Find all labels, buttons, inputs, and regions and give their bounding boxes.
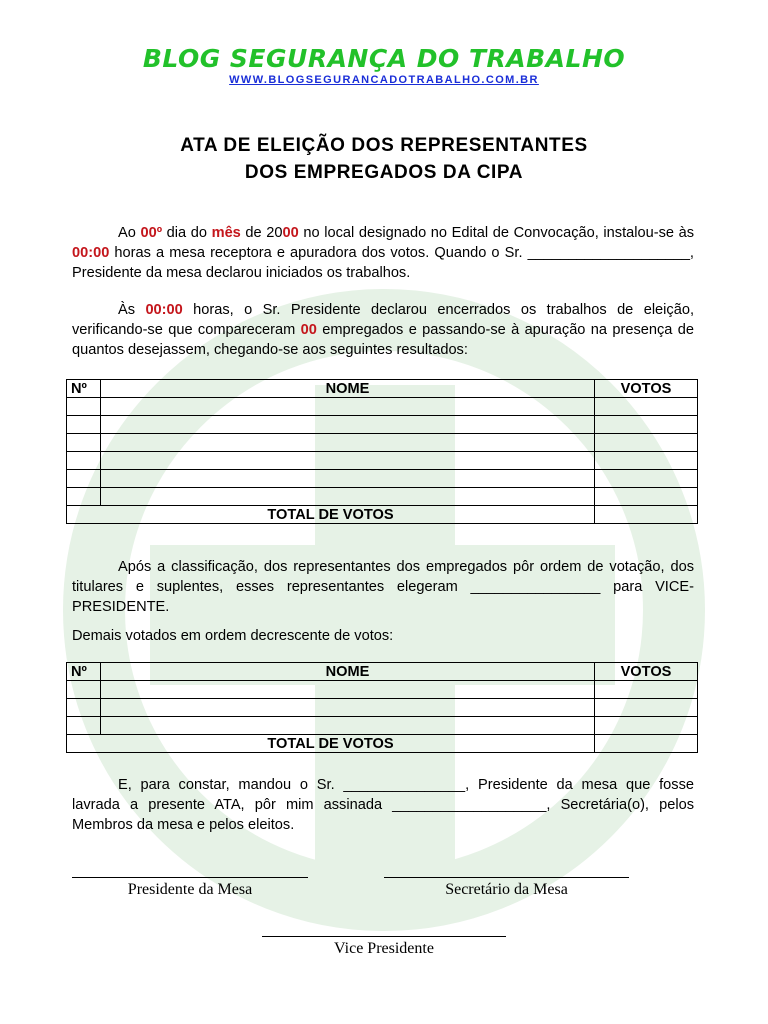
table-row [67,452,698,470]
year-value: 00 [282,225,299,241]
table-header-row [67,380,698,398]
time-value: 00:00 [72,245,110,261]
month-value: mês [211,225,241,241]
table-header-row [67,663,698,681]
title-line-2: DOS EMPREGADOS DA CIPA [244,162,524,183]
table-row [67,717,698,735]
paragraph-other-votes: Demais votados em ordem decrescente de votos: [72,628,394,644]
table-row [67,488,698,506]
total-row [67,735,698,753]
total-row [67,506,698,524]
signature-secretario [384,877,629,899]
signature-vice [262,936,506,958]
results-table [66,379,698,524]
table-row [67,699,698,717]
col-nome-header: NOME [101,663,595,681]
col-num-header: Nº [67,663,101,681]
blog-url-link[interactable]: WWW.BLOGSEGURANCADOTRABALHO.COM.BR [229,74,539,86]
signature-presidente [72,877,308,899]
document-title [0,132,768,186]
col-nome-header: NOME [101,380,595,398]
signature-label: Presidente da Mesa [127,881,253,898]
other-votes-table [66,662,698,753]
total-value-cell[interactable] [595,735,698,753]
blog-title: BLOG SEGURANÇA DO TRABALHO [142,44,626,73]
total-label: TOTAL DE VOTOS [67,506,595,524]
signature-label: Secretário da Mesa [445,881,568,898]
paragraph-opening: Ao 00º dia do mês de 2000 no local designado no Edital de Convocação, instalou-se às 00:00 horas a mesa receptora e apuradora dos votos. Quando o Sr. ____________________, Presidente da mesa declarou iniciados os trabalhos. [72,225,695,281]
paragraph-signing: E, para constar, mandou o Sr. _______________, Presidente da mesa que fosse lavrada a presente ATA, pôr mim assinada ___________________, Secretária(o), pelos Membros da mesa e pelos eleitos. [72,777,694,833]
closing-time-value: 00:00 [145,302,183,318]
signature-line[interactable] [72,877,308,878]
signature-line[interactable] [384,877,629,878]
col-votos-header: VOTOS [595,663,698,681]
paragraph-vice-president: Após a classificação, dos representantes dos empregados pôr ordem de votação, dos titulares e suplentes, esses representantes elegeram ________________ para VICE-PRESIDENTE. [72,559,694,615]
total-label: TOTAL DE VOTOS [67,735,595,753]
signature-line[interactable] [262,936,506,937]
table-row [67,398,698,416]
total-value-cell[interactable] [595,506,698,524]
col-votos-header: VOTOS [595,380,698,398]
paragraph-closing: Às 00:00 horas, o Sr. Presidente declarou encerrados os trabalhos de eleição, verificando-se que compareceram 00 empregados e passando-se à apuração na presença de quantos desejassem, chegando-se aos seguintes resultados: [72,302,695,358]
table-row [67,434,698,452]
table-row [67,470,698,488]
day-value: 00º [140,225,163,241]
table-row [67,416,698,434]
col-num-header: Nº [67,380,101,398]
table-row [67,681,698,699]
attendance-count: 00 [300,322,317,338]
title-line-1: ATA DE ELEIÇÃO DOS REPRESENTANTES [180,135,588,156]
signature-label: Vice Presidente [334,940,434,957]
